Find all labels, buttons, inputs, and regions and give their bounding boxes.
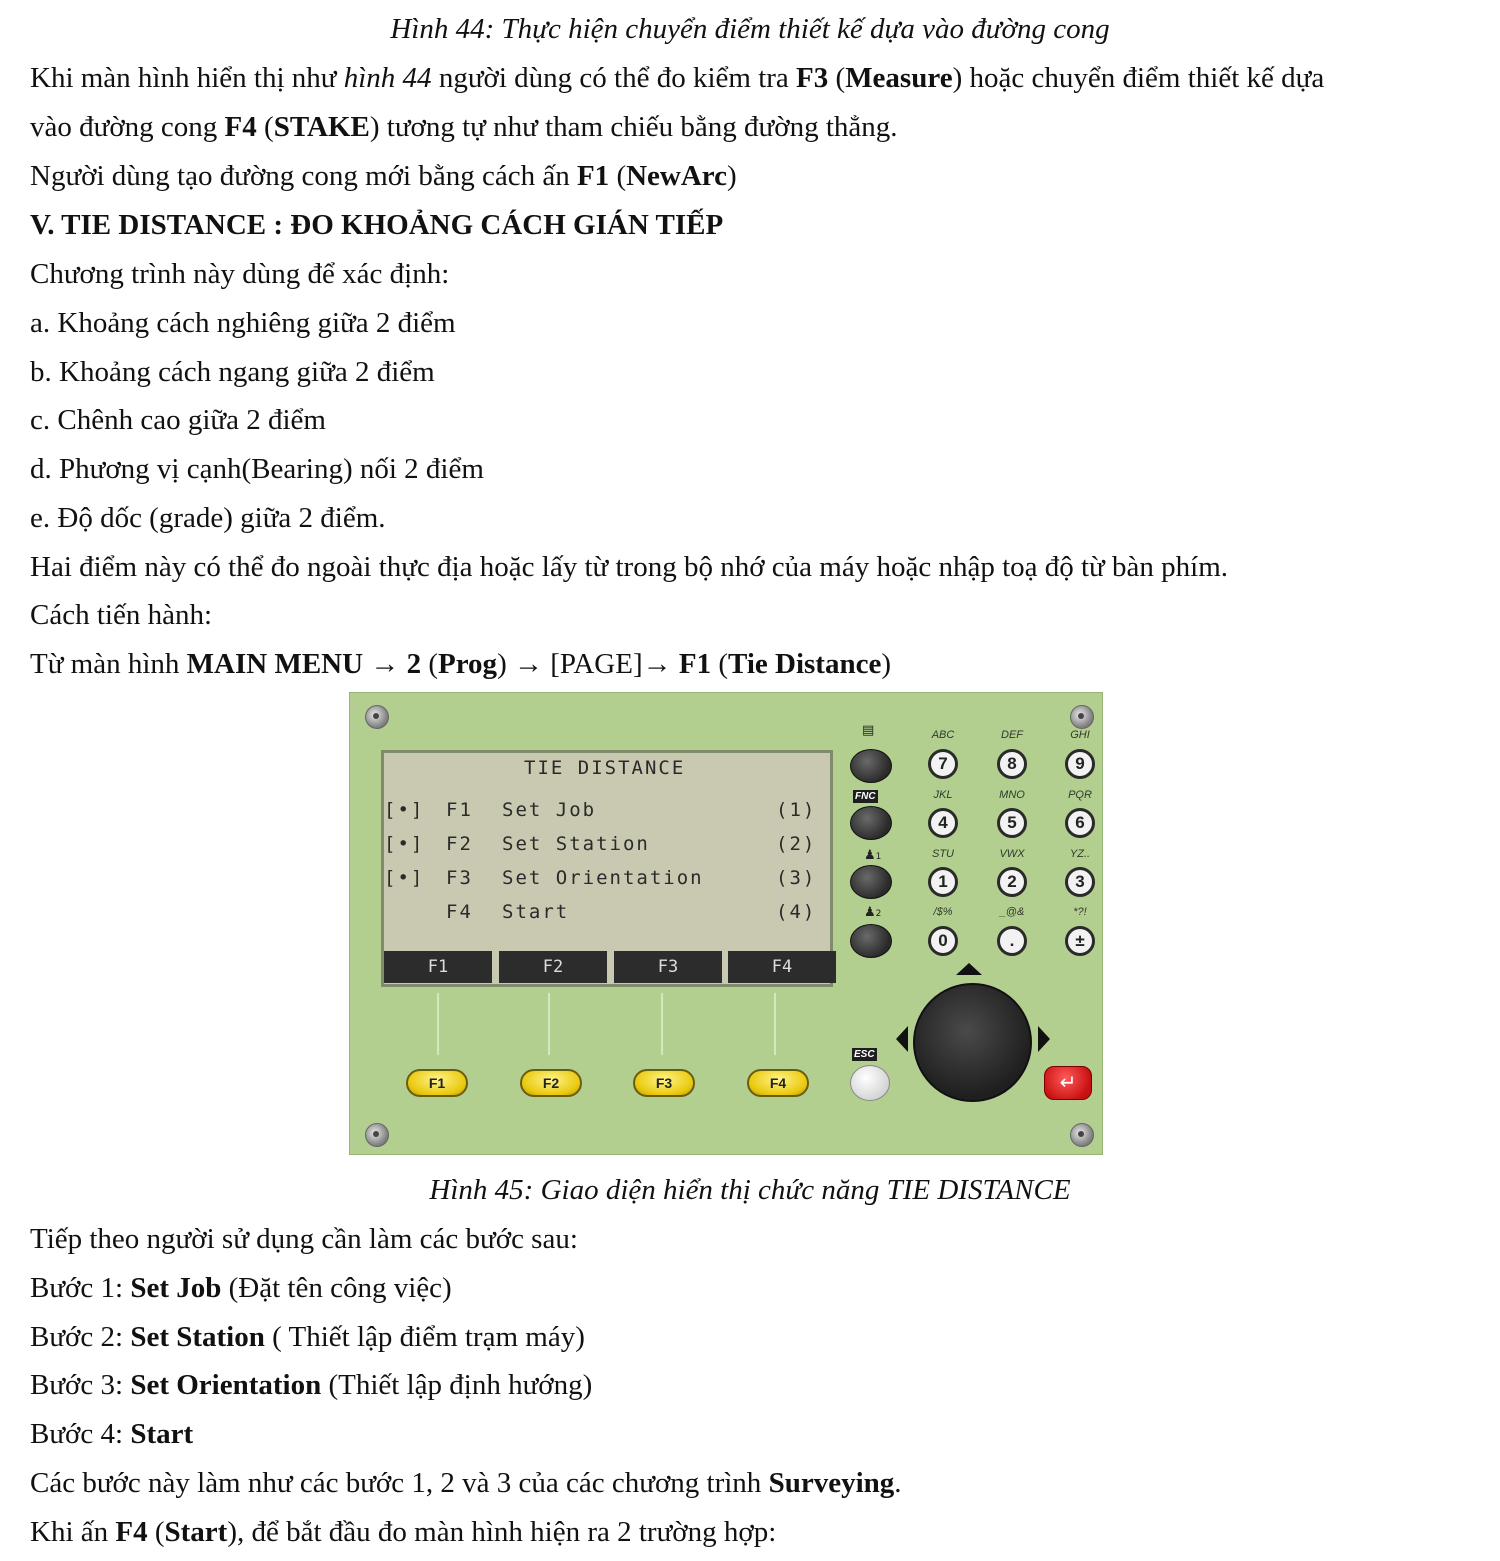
- newarc-label: NewArc: [626, 160, 728, 192]
- screw-icon: [1070, 1123, 1094, 1147]
- f1-button[interactable]: F1: [406, 1069, 468, 1097]
- step-item: [30, 1270, 452, 1306]
- key-letters: JKL: [933, 789, 953, 801]
- key-5[interactable]: 5: [997, 808, 1027, 838]
- purpose-item: d. Phương vị cạnh(Bearing) nối 2 điểm: [30, 453, 484, 485]
- key-2[interactable]: 2: [997, 867, 1027, 897]
- key-letters: GHI: [1070, 729, 1090, 741]
- key-letters: STU: [932, 848, 954, 860]
- arrow-right-icon[interactable]: [1038, 1026, 1050, 1052]
- key-letters: _@&: [999, 906, 1025, 918]
- step-name: Set Job: [130, 1272, 222, 1304]
- main-menu-label: MAIN MENU: [186, 648, 364, 680]
- menu-item-key: F3: [446, 867, 473, 889]
- divider: [548, 993, 550, 1055]
- f3-button[interactable]: F3: [633, 1069, 695, 1097]
- menu-item-mark: [•]: [384, 833, 425, 855]
- key-8[interactable]: 8: [997, 749, 1027, 779]
- purpose-item: b. Khoảng cách ngang giữa 2 điểm: [30, 356, 435, 388]
- arrow-left-icon[interactable]: [896, 1026, 908, 1052]
- stake-label: STAKE: [273, 111, 370, 143]
- enter-button[interactable]: [1044, 1066, 1092, 1100]
- arrow-up-icon[interactable]: [956, 963, 982, 975]
- step-name: Set Station: [130, 1321, 265, 1353]
- measure-label: Measure: [845, 62, 953, 94]
- key-letters: YZ..: [1069, 848, 1091, 860]
- softkey-f4[interactable]: F4: [728, 951, 836, 983]
- divider: [437, 993, 439, 1055]
- text-run: Bước 2:: [30, 1321, 131, 1353]
- note-paragraph: [30, 1465, 902, 1501]
- purpose-item: e. Độ dốc (grade) giữa 2 điểm.: [30, 502, 386, 534]
- prog-label: Prog: [438, 648, 498, 680]
- menu-item-set-orientation[interactable]: Set Orientation: [502, 867, 704, 889]
- tie-distance-label: Tie Distance: [728, 648, 882, 680]
- user-number: 2: [875, 909, 882, 919]
- user-icon: ♟2: [864, 905, 882, 920]
- page-icon: ▤: [862, 723, 875, 738]
- divider: [774, 993, 776, 1055]
- total-station-keyboard: [349, 692, 1103, 1155]
- menu-item-mark: [•]: [384, 867, 425, 889]
- text-run: (Đặt tên công việc): [221, 1272, 452, 1304]
- key-6[interactable]: 6: [1065, 808, 1095, 838]
- text-run: Bước 1:: [30, 1272, 131, 1304]
- text-run: Từ màn hình: [30, 648, 187, 680]
- screw-icon: [365, 1123, 389, 1147]
- key-f3: F3: [796, 62, 829, 94]
- procedure-label: Cách tiến hành:: [30, 599, 213, 631]
- text-run: ) tương tự như tham chiếu bằng đường thẳng.: [369, 111, 898, 143]
- esc-button[interactable]: [850, 1065, 890, 1101]
- figure-45-caption: Hình 45: Giao diện hiển thị chức năng TIE DISTANCE: [429, 1174, 1071, 1206]
- text-run: (: [147, 1516, 165, 1548]
- menu-item-number: (4): [776, 901, 817, 923]
- key-letters: /$%: [933, 906, 953, 918]
- text-run: .: [894, 1467, 902, 1499]
- key-4[interactable]: 4: [928, 808, 958, 838]
- text-run: Các bước này làm như các bước 1, 2 và 3 của các chương trình: [30, 1467, 769, 1499]
- text-run: (: [711, 648, 728, 680]
- figure-ref: hình 44: [343, 62, 432, 94]
- text-run: (: [256, 111, 274, 143]
- navigation-pad[interactable]: [913, 983, 1032, 1102]
- softkey-f1[interactable]: F1: [384, 951, 492, 983]
- fnc-label: FNC: [855, 791, 876, 802]
- key-letters: ABC: [931, 729, 955, 741]
- text-run: ) hoặc chuyển điểm thiết kế dựa: [952, 62, 1325, 94]
- start-label: Start: [164, 1516, 228, 1548]
- menu-item-number: (1): [776, 799, 817, 821]
- text-run: (: [828, 62, 846, 94]
- prog-number: 2: [406, 648, 422, 680]
- key-3[interactable]: 3: [1065, 867, 1095, 897]
- menu-item-start[interactable]: Start: [502, 901, 570, 923]
- key-plus-minus[interactable]: ±: [1065, 926, 1095, 956]
- text-run: Khi ấn: [30, 1516, 116, 1548]
- user-icon: ♟1: [864, 848, 882, 863]
- screen-title: TIE DISTANCE: [524, 757, 686, 779]
- esc-label: ESC: [854, 1049, 875, 1060]
- f2-button[interactable]: F2: [520, 1069, 582, 1097]
- text-run: Bước 3:: [30, 1369, 131, 1401]
- text-run: ), để bắt đầu đo màn hình hiện ra 2 trường hợp:: [227, 1516, 777, 1548]
- screw-icon: [365, 705, 389, 729]
- menu-item-mark: [•]: [384, 799, 425, 821]
- menu-item-key: F2: [446, 833, 473, 855]
- step-item: [30, 1416, 193, 1452]
- menu-item-number: (3): [776, 867, 817, 889]
- menu-item-set-job[interactable]: Set Job: [502, 799, 597, 821]
- f4-button[interactable]: F4: [747, 1069, 809, 1097]
- text-run: (: [609, 160, 627, 192]
- enter-icon: ↵: [1059, 1070, 1077, 1094]
- menu-path: [30, 646, 891, 682]
- lcd-screen: [381, 750, 833, 987]
- step-name: Set Orientation: [130, 1369, 322, 1401]
- text-run: Khi màn hình hiển thị như: [30, 62, 344, 94]
- key-decimal[interactable]: .: [997, 926, 1027, 956]
- purpose-intro: Chương trình này dùng để xác định:: [30, 258, 450, 290]
- key-letters: VWX: [999, 848, 1025, 860]
- key-letters: *?!: [1073, 906, 1087, 918]
- text-run: Bước 4:: [30, 1418, 131, 1450]
- text-run: (: [421, 648, 438, 680]
- screw-icon: [1070, 705, 1094, 729]
- menu-item-key: F1: [446, 799, 473, 821]
- text-run: →: [363, 648, 407, 680]
- step-item: [30, 1319, 585, 1355]
- section-heading: V. TIE DISTANCE : ĐO KHOẢNG CÁCH GIÁN TIẾP: [30, 209, 724, 241]
- sources-paragraph: Hai điểm này có thể đo ngoài thực địa hoặc lấy từ trong bộ nhớ của máy hoặc nhập toạ độ từ bàn phím.: [30, 551, 1229, 583]
- steps-intro: Tiếp theo người sử dụng cần làm các bước sau:: [30, 1223, 578, 1255]
- key-letters: DEF: [1001, 729, 1023, 741]
- figure-44-caption: Hình 44: Thực hiện chuyển điểm thiết kế dựa vào đường cong: [390, 13, 1110, 45]
- key-f4: F4: [115, 1516, 148, 1548]
- text-run: ) → [PAGE]→: [497, 648, 679, 680]
- key-letters: PQR: [1068, 789, 1092, 801]
- key-f1: F1: [678, 648, 712, 680]
- key-f1: F1: [576, 160, 610, 192]
- key-9[interactable]: 9: [1065, 749, 1095, 779]
- key-1[interactable]: 1: [928, 867, 958, 897]
- intro-paragraph-line-1: [30, 60, 1324, 96]
- text-run: người dùng có thể đo kiểm tra: [431, 62, 797, 94]
- purpose-item: a. Khoảng cách nghiêng giữa 2 điểm: [30, 307, 456, 339]
- intro-paragraph-line-2: [30, 109, 898, 145]
- key-letters: MNO: [999, 789, 1025, 801]
- key-f4: F4: [224, 111, 257, 143]
- text-run: ): [727, 160, 737, 192]
- text-run: ( Thiết lập điểm trạm máy): [264, 1321, 585, 1353]
- user2-button[interactable]: [850, 924, 892, 958]
- purpose-item: c. Chênh cao giữa 2 điểm: [30, 404, 326, 436]
- text-run: vào đường cong: [30, 111, 225, 143]
- final-paragraph: [30, 1514, 776, 1550]
- text-run: (Thiết lập định hướng): [321, 1369, 593, 1401]
- key-0[interactable]: 0: [928, 926, 958, 956]
- softkey-f2[interactable]: F2: [499, 951, 607, 983]
- user1-button[interactable]: [850, 865, 892, 899]
- text-run: ): [881, 648, 891, 680]
- user-number: 1: [875, 852, 882, 862]
- page-button[interactable]: [850, 749, 892, 783]
- surveying-label: Surveying: [768, 1467, 895, 1499]
- text-run: Người dùng tạo đường cong mới bằng cách ấn: [30, 160, 577, 192]
- intro-paragraph-line-3: [30, 158, 737, 194]
- softkey-f3[interactable]: F3: [614, 951, 722, 983]
- step-name: Start: [130, 1418, 194, 1450]
- step-item: [30, 1367, 592, 1403]
- fnc-button[interactable]: [850, 806, 892, 840]
- menu-item-key: F4: [446, 901, 473, 923]
- menu-item-set-station[interactable]: Set Station: [502, 833, 650, 855]
- menu-item-number: (2): [776, 833, 817, 855]
- key-7[interactable]: 7: [928, 749, 958, 779]
- divider: [661, 993, 663, 1055]
